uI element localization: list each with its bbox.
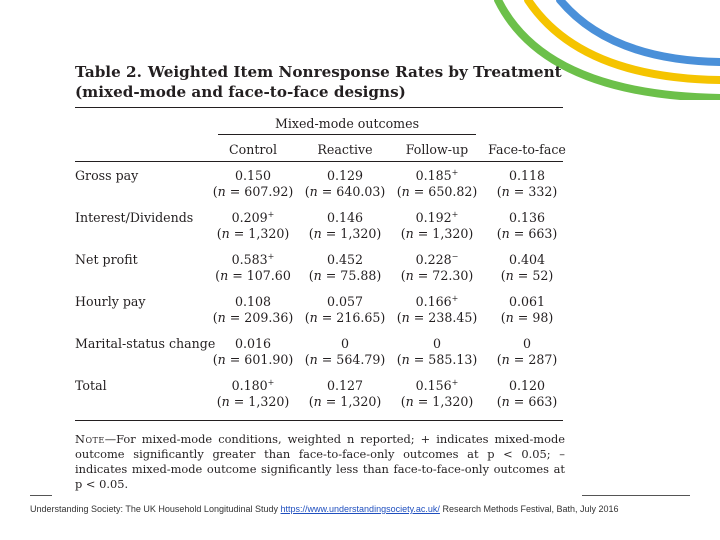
table-cell-n: (n = 332) <box>496 184 558 199</box>
significance-marker: + <box>451 167 459 177</box>
cell-value-text: 0.127 <box>326 378 364 393</box>
row-label: Interest/Dividends <box>75 210 194 225</box>
column-header-face-to-face: Face-to-face <box>488 142 566 157</box>
cell-value-text: 0 <box>340 336 349 351</box>
table-cell-n: (n = 585.13) <box>396 352 478 367</box>
row-label: Gross pay <box>75 168 139 183</box>
footer-left-text: Understanding Society: The UK Household Longitudinal Study <box>30 504 278 514</box>
significance-marker: + <box>451 377 459 387</box>
footer-rule-right <box>582 495 690 496</box>
table-title <box>75 62 575 102</box>
cell-value-text: 0.583 <box>231 252 268 267</box>
table-cell-n: (n = 607.92) <box>212 184 294 199</box>
table-cell-n: (n = 216.65) <box>304 310 386 325</box>
significance-marker: − <box>451 251 459 261</box>
footer-rule-left <box>30 495 52 496</box>
table-cell-value <box>472 252 582 268</box>
column-header-reactive: Reactive <box>317 142 373 157</box>
group-header-rule <box>218 134 476 135</box>
row-label: Marital-status change <box>75 336 216 351</box>
cell-value-text: 0 <box>522 336 531 351</box>
table-cell-n: (n = 1,320) <box>216 394 290 409</box>
cell-value-text: 0.136 <box>508 210 546 225</box>
note-text: —For mixed-mode conditions, weighted n reported; + indicates mixed-mode outcome significantly greater than face-to-face-only outcomes at p < 0.05; – indicates mixed-mode outcome significantly less than face-to-face-only outcomes at p < 0.05. <box>75 432 565 491</box>
slide-footer <box>30 503 700 515</box>
table-note <box>75 432 565 492</box>
table-cell-n: (n = 640.03) <box>304 184 386 199</box>
column-header-rule <box>75 161 563 162</box>
table-cell-n: (n = 209.36) <box>212 310 294 325</box>
table-cell-value <box>472 168 582 184</box>
cell-value-text: 0.016 <box>234 336 272 351</box>
row-label: Total <box>75 378 107 393</box>
cell-value-text: 0.185 <box>415 168 452 183</box>
row-label: Hourly pay <box>75 294 146 309</box>
table-cell-n: (n = 564.79) <box>304 352 386 367</box>
cell-value-text: 0.118 <box>508 168 546 183</box>
table-cell-n: (n = 238.45) <box>396 310 478 325</box>
table-cell-n: (n = 1,320) <box>308 226 382 241</box>
cell-value-text: 0.129 <box>326 168 364 183</box>
column-header-control: Control <box>228 142 278 157</box>
table-cell-n: (n = 601.90) <box>212 352 294 367</box>
table-cell-n: (n = 287) <box>496 352 558 367</box>
table-cell-n: (n = 75.88) <box>308 268 382 283</box>
cell-value-text: 0.156 <box>415 378 452 393</box>
table-cell-value <box>472 336 582 352</box>
cell-value-text: 0.452 <box>326 252 364 267</box>
footer-link[interactable]: https://www.understandingsociety.ac.uk/ <box>280 504 440 514</box>
cell-value-text: 0 <box>432 336 441 351</box>
table-cell-n: (n = 1,320) <box>308 394 382 409</box>
table-cell-n: (n = 663) <box>496 394 558 409</box>
cell-value-text: 0.166 <box>415 294 452 309</box>
cell-value-text: 0.061 <box>508 294 546 309</box>
table-cell-n: (n = 107.60 <box>215 268 291 283</box>
cell-value-text: 0.180 <box>231 378 268 393</box>
cell-value-text: 0.057 <box>326 294 364 309</box>
cell-value-text: 0.150 <box>234 168 272 183</box>
table-cell-value <box>472 378 582 394</box>
column-header-follow-up: Follow-up <box>405 142 469 157</box>
table-cell-n: (n = 1,320) <box>400 226 474 241</box>
significance-marker: + <box>267 377 275 387</box>
table-title-text: Weighted Item Nonresponse Rates by Treatment (mixed-mode and face-to-face designs) <box>75 63 562 101</box>
significance-marker: + <box>451 293 459 303</box>
cell-value-text: 0.404 <box>508 252 546 267</box>
table-cell-n: (n = 650.82) <box>396 184 478 199</box>
table-number: Table 2. <box>75 63 142 81</box>
significance-marker: + <box>267 209 275 219</box>
table-cell-value <box>472 294 582 310</box>
cell-value-text: 0.209 <box>231 210 268 225</box>
table-cell-value <box>472 210 582 226</box>
cell-value-text: 0.192 <box>415 210 452 225</box>
cell-value-text: 0.146 <box>326 210 364 225</box>
table-bottom-rule <box>75 420 563 421</box>
cell-value-text: 0.120 <box>508 378 546 393</box>
footer-right-text: Research Methods Festival, Bath, July 2016 <box>442 504 619 514</box>
table-cell-n: (n = 52) <box>500 268 554 283</box>
table-cell-n: (n = 1,320) <box>216 226 290 241</box>
significance-marker: + <box>267 251 275 261</box>
group-header: Mixed-mode outcomes <box>274 116 420 131</box>
cell-value-text: 0.108 <box>234 294 272 309</box>
row-label: Net profit <box>75 252 138 267</box>
table-cell-n: (n = 663) <box>496 226 558 241</box>
table-cell-n: (n = 1,320) <box>400 394 474 409</box>
table-cell-n: (n = 72.30) <box>400 268 474 283</box>
table-cell-n: (n = 98) <box>500 310 554 325</box>
cell-value-text: 0.228 <box>415 252 452 267</box>
table-top-rule <box>75 107 563 108</box>
significance-marker: + <box>451 209 459 219</box>
note-lead: Note <box>75 432 105 446</box>
